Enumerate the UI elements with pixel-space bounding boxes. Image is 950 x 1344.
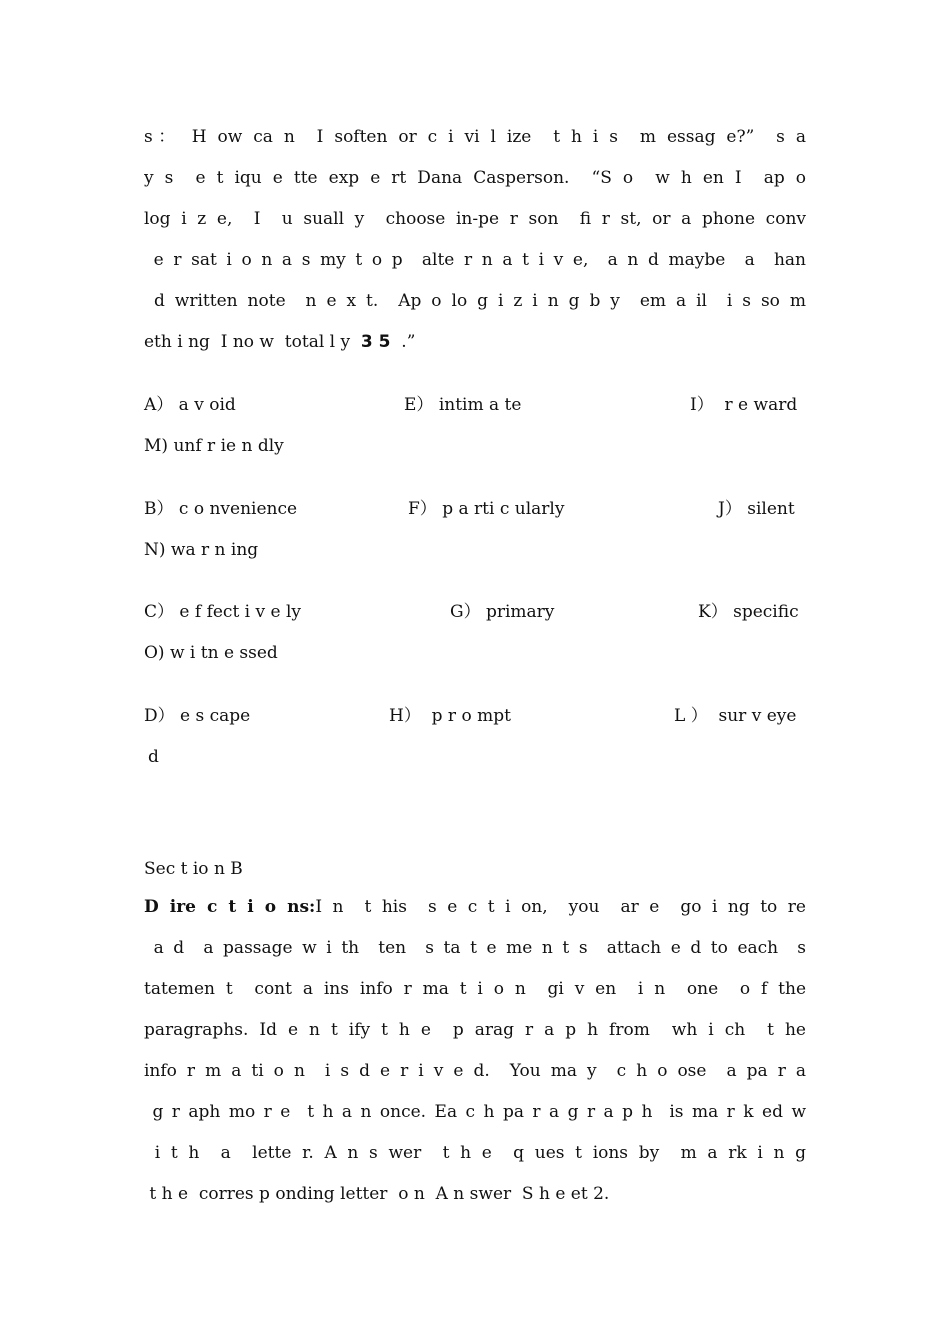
option-l-continued: d	[148, 747, 159, 767]
option-n: N) wa r n ing	[144, 540, 259, 560]
directions-label: D ire c t i o ns:	[144, 897, 316, 917]
passage-line-4: e r sat i o n a s my t o p alte r n a t i v e, a n d maybe a han	[144, 250, 806, 270]
option-m: M) unf r ie n dly	[144, 436, 284, 456]
directions-line-2: a d a passage w i th ten s ta t e me n t s attach e d to each s	[144, 938, 806, 958]
option-f: F） p a rti c ularly	[408, 499, 565, 519]
directions-line-4: paragraphs. Id e n t ify t h e p arag r a p h from wh i ch t he	[144, 1020, 806, 1040]
option-e: E） intim a te	[404, 395, 522, 415]
blank-35: 3 5	[360, 332, 391, 352]
directions-line-5: info r m a ti o n i s d e r i v e d. You ma y c h o ose a pa r a	[144, 1061, 806, 1081]
passage-line-1: s： H ow ca n I soften or c i vi l ize t h i s m essag e?” s a	[144, 127, 806, 147]
option-l: L ） sur v eye	[674, 706, 797, 726]
option-j: J） silent	[718, 499, 795, 519]
option-i: I） r e ward	[690, 395, 798, 415]
option-d: D） e s cape	[144, 706, 251, 726]
option-g: G） primary	[450, 602, 555, 622]
directions-line-8: t h e corres p onding letter o n A n swer S h e et 2.	[144, 1184, 610, 1204]
option-b: B） c o nvenience	[144, 499, 298, 519]
passage-line-6	[144, 331, 806, 353]
option-h: H） p r o mpt	[389, 706, 511, 726]
passage-last-line-end: .”	[390, 332, 416, 352]
option-c: C） e f fect i v e ly	[144, 602, 302, 622]
option-a: A） a v oid	[144, 395, 236, 415]
directions-line-3: tatemen t cont a ins info r ma t i o n gi v en i n one o f the	[144, 979, 806, 999]
option-o: O) w i tn e ssed	[144, 643, 278, 663]
directions-line-7: i t h a lette r. A n s wer t h e q ues t ions by m a rk i n g	[144, 1143, 806, 1163]
option-k: K） specific	[698, 602, 799, 622]
passage-line-3: log i z e, I u suall y choose in-pe r son fi r st, or a phone conv	[144, 209, 806, 229]
directions-first-text: I n t his s e c t i on, you ar e go i ng to re	[315, 897, 806, 917]
passage-last-line-text: eth i ng I no w total l y	[144, 332, 361, 352]
directions-line-6: g r aph mo r e t h a n once. Ea c h pa r a g r a p h is ma r k ed w	[144, 1102, 806, 1122]
section-b-heading: Sec t io n B	[144, 859, 243, 879]
directions-line-1	[144, 896, 806, 918]
passage-line-2: y s e t iqu e tte exp e rt Dana Casperson. “S o w h en I ap o	[144, 168, 806, 188]
passage-line-5: d written note n e x t. Ap o lo g i z i n g b y em a il i s so m	[144, 291, 806, 311]
